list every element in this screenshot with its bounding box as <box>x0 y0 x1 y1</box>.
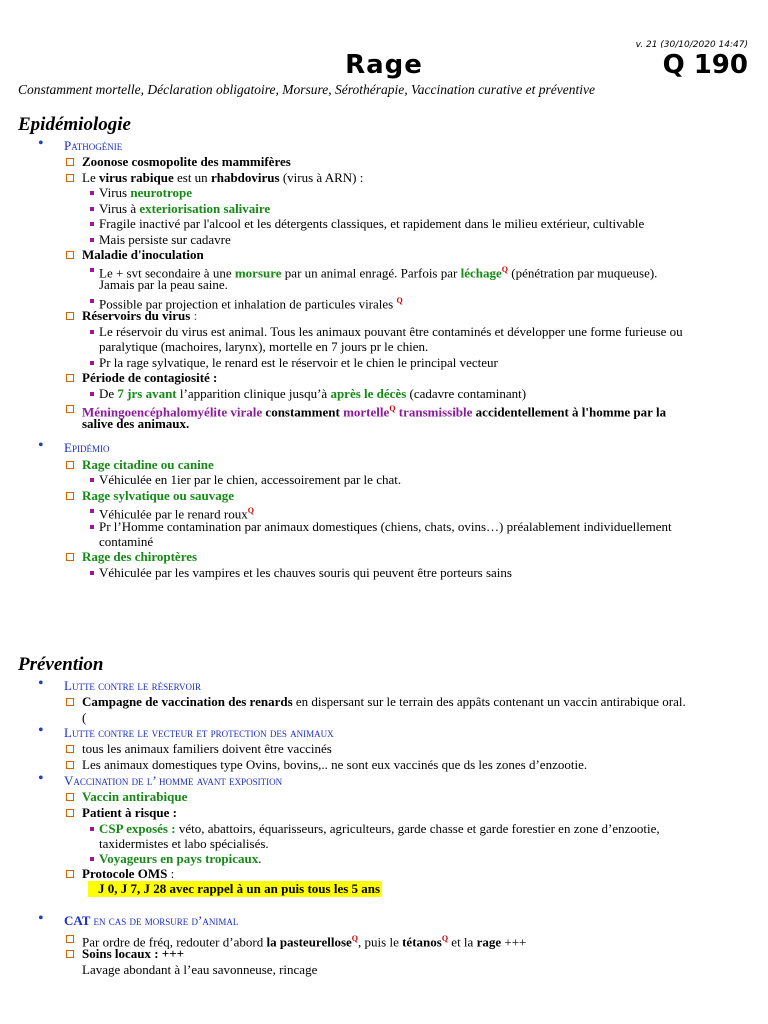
square-bullet-icon <box>66 761 74 769</box>
square-bullet-icon <box>90 525 94 529</box>
item-text: Jamais par la peau saine. <box>99 277 228 292</box>
page-title: Rage <box>345 50 423 80</box>
subsection-heading: Lutte contre le réservoir <box>64 678 201 693</box>
square-bullet-icon <box>90 330 94 334</box>
subsection-heading: CAT en cas de morsure d’animal <box>64 913 239 928</box>
item-text: Les animaux domestiques type Ovins, bovins,.. ne sont eux vaccinés que ds les zones d’enzootie. <box>82 757 588 772</box>
item-text: Mais persiste sur cadavre <box>99 232 231 247</box>
item-text: contaminé <box>99 534 154 549</box>
item-text: Rage citadine ou canine <box>82 457 214 472</box>
bullet-icon: • <box>38 437 44 454</box>
square-bullet-icon <box>90 268 94 272</box>
item-text: Véhiculée en 1ier par le chien, accessoirement par le chat. <box>99 472 402 487</box>
square-bullet-icon <box>66 374 74 382</box>
item-text: J 0, J 7, J 28 avec rappel à un an puis tous les 5 ans <box>88 881 382 897</box>
square-bullet-icon <box>66 312 74 320</box>
item-text: Le + svt secondaire à une morsure par un animal enragé. Parfois par léchage$^Q$ (pénétration par muqueuse). <box>99 265 658 281</box>
item-text: Véhiculée par les vampires et les chauves souris qui peuvent être porteurs sains <box>99 565 512 580</box>
item-text: Pr la rage sylvatique, le renard est le réservoir et le chien le principal vecteur <box>99 355 498 370</box>
bullet-icon: • <box>38 770 44 787</box>
item-text: Campagne de vaccination des renards en dispersant sur le terrain des appâts contenant un vaccin antirabique oral. <box>82 694 686 709</box>
square-bullet-icon <box>66 793 74 801</box>
item-text: Virus neurotrope <box>99 185 192 200</box>
item-text: Fragile inactivé par l'alcool et les détergents classiques, et rapidement dans le milieu extérieur, cultivable <box>99 216 645 231</box>
item-text: Vaccin antirabique <box>82 789 188 804</box>
square-bullet-icon <box>66 935 74 943</box>
square-bullet-icon <box>66 461 74 469</box>
square-bullet-icon <box>90 571 94 575</box>
item-text: Pr l’Homme contamination par animaux domestiques (chiens, chats, ovins…) préalablement individuellement <box>99 519 672 534</box>
square-bullet-icon <box>90 361 94 365</box>
square-bullet-icon <box>90 299 94 303</box>
square-bullet-icon <box>90 827 94 831</box>
square-bullet-icon <box>66 158 74 166</box>
bullet-icon: • <box>38 910 44 927</box>
square-bullet-icon <box>90 392 94 396</box>
square-bullet-icon <box>90 191 94 195</box>
item-text: Période de contagiosité : <box>82 370 218 385</box>
subsection-heading: Epidémio <box>64 440 110 455</box>
square-bullet-icon <box>66 809 74 817</box>
square-bullet-icon <box>66 870 74 878</box>
bullet-icon: • <box>38 135 44 152</box>
square-bullet-icon <box>90 222 94 226</box>
bullet-icon: • <box>38 675 44 692</box>
square-bullet-icon <box>66 553 74 561</box>
item-text: Possible par projection et inhalation de particules virales $^Q$ <box>99 296 403 312</box>
item-text: Rage sylvatique ou sauvage <box>82 488 235 503</box>
square-bullet-icon <box>66 745 74 753</box>
square-bullet-icon <box>90 238 94 242</box>
item-text: Virus à exteriorisation salivaire <box>99 201 271 216</box>
version-label: v. 21 (30/10/2020 14:47) <box>635 40 748 50</box>
square-bullet-icon <box>90 207 94 211</box>
item-text: Par ordre de fréq, redouter d’abord la pasteurellose$^Q$, puis le tétanos$^Q$ et la rage +++ <box>82 934 527 950</box>
square-bullet-icon <box>66 698 74 706</box>
item-text: tous les animaux familiers doivent être vaccinés <box>82 741 332 756</box>
square-bullet-icon <box>66 492 74 500</box>
item-text: CSP exposés : véto, abattoirs, équarisseurs, agriculteurs, garde chasse et garde forestier en zone d’enzootie, <box>99 821 660 836</box>
question-number: Q 190 <box>662 50 748 80</box>
item-text: Maladie d'inoculation <box>82 247 204 262</box>
item-text: taxidermistes et labo spécialisés. <box>99 836 269 851</box>
square-bullet-icon <box>66 950 74 958</box>
item-text: Soins locaux : +++ <box>82 946 185 961</box>
item-text: Zoonose cosmopolite des mammifères <box>82 154 291 169</box>
item-text: De 7 jrs avant l’apparition clinique jusqu’à après le décès (cadavre contaminant) <box>99 386 527 401</box>
item-text: Patient à risque : <box>82 805 177 820</box>
square-bullet-icon <box>90 509 94 513</box>
section-heading-prevention: Prévention <box>18 654 104 675</box>
square-bullet-icon <box>90 478 94 482</box>
item-text: Le réservoir du virus est animal. Tous les animaux pouvant être contaminés et développer une forme furieuse ou <box>99 324 683 339</box>
item-text: Protocole OMS : <box>82 866 175 881</box>
item-text: ( <box>82 710 87 725</box>
item-text: Réservoirs du virus : <box>82 308 198 323</box>
section-heading-epidemiologie: Epidémiologie <box>18 114 131 135</box>
item-text: Voyageurs en pays tropicaux. <box>99 851 262 866</box>
subsection-heading: Pathogénie <box>64 138 123 153</box>
item-text: salive des animaux. <box>82 416 190 431</box>
item-text: Méningoencéphalomyélite virale constamment mortelle$^Q$ transmissible accidentellement à l'homme par la <box>82 404 667 420</box>
item-text: Rage des chiroptères <box>82 549 198 564</box>
page-subtitle: Constamment mortelle, Déclaration obligatoire, Morsure, Sérothérapie, Vaccination curative et préventive <box>18 82 596 97</box>
square-bullet-icon <box>66 251 74 259</box>
square-bullet-icon <box>90 857 94 861</box>
item-text: paralytique (machoires, larynx), mortelle en 7 jours pr le chien. <box>99 339 429 354</box>
square-bullet-icon <box>66 174 74 182</box>
item-text: Lavage abondant à l’eau savonneuse, rincage <box>82 962 318 977</box>
item-text: Véhiculée par le renard roux$^Q$ <box>99 506 254 522</box>
bullet-icon: • <box>38 722 44 739</box>
subsection-heading: Lutte contre le vecteur et protection des animaux <box>64 725 334 740</box>
square-bullet-icon <box>66 405 74 413</box>
subsection-heading: Vaccination de l’ homme avant exposition <box>64 773 283 788</box>
item-text: Le virus rabique est un rhabdovirus (virus à ARN) : <box>82 170 364 185</box>
